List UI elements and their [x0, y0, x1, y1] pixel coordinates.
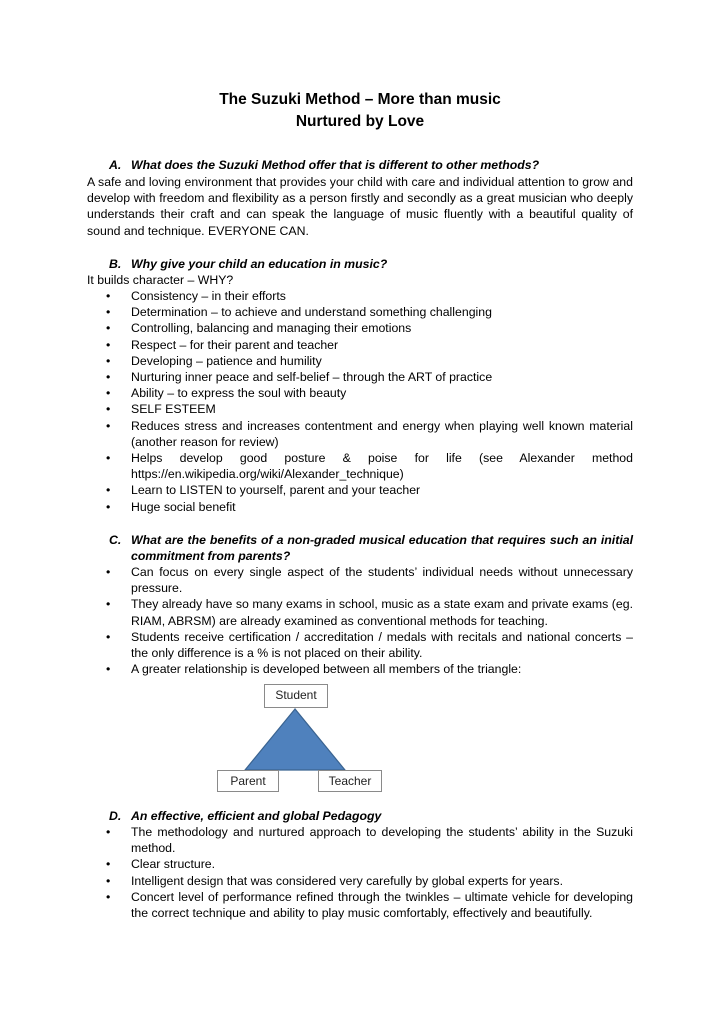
- list-item: • SELF ESTEEM: [106, 402, 216, 417]
- list-item: • Determination – to achieve and understand something challenging: [106, 305, 492, 320]
- bullet-icon: •: [106, 857, 111, 872]
- section-a-letter: A.: [109, 158, 122, 172]
- list-item: • Ability – to express the soul with beauty: [106, 386, 347, 401]
- list-item: • Controlling, balancing and managing their emotions: [106, 321, 412, 336]
- document-title: [0, 89, 720, 133]
- bullet-icon: •: [106, 565, 111, 579]
- list-item: • Clear structure.: [106, 857, 216, 872]
- triangle-diagram: [215, 684, 385, 794]
- list-item: • Consistency – in their efforts: [106, 289, 286, 303]
- section-b-intro: It builds character – WHY?: [87, 273, 234, 287]
- bullet-icon: •: [106, 289, 111, 303]
- section-b-heading-text: Why give your child an education in music?: [131, 257, 388, 271]
- section-b-letter: B.: [109, 257, 122, 271]
- bullet-icon: •: [106, 629, 111, 644]
- list-item: • Nurturing inner peace and self-belief – through the ART of practice: [106, 370, 493, 385]
- section-d-letter: D.: [109, 809, 122, 823]
- student-box: Student: [264, 684, 328, 708]
- teacher-box: Teacher: [318, 770, 382, 792]
- bullet-icon: •: [106, 418, 111, 433]
- bullet-icon: •: [106, 321, 111, 336]
- list-item: • A greater relationship is developed between all members of the triangle:: [106, 662, 522, 677]
- section-a-heading-text: What does the Suzuki Method offer that is different to other methods?: [131, 158, 540, 172]
- section-b-bullet-list: [0, 288, 633, 515]
- list-item: • The methodology and nurtured approach to developing the students’ ability in the Suzuki method.: [106, 825, 633, 856]
- list-item: • Huge social benefit: [106, 499, 236, 514]
- section-d-heading-text: An effective, efficient and global Pedagogy: [131, 809, 382, 823]
- relationship-triangle: [245, 709, 345, 770]
- bullet-icon: •: [106, 402, 111, 417]
- parent-box: Parent: [217, 770, 279, 792]
- bullet-icon: •: [106, 386, 111, 401]
- bullet-icon: •: [106, 889, 111, 904]
- section-c-letter: C.: [109, 533, 122, 547]
- bullet-icon: •: [106, 337, 111, 352]
- bullet-icon: •: [106, 873, 111, 888]
- list-item: • Students receive certification / accreditation / medals with recitals and national concerts – the only difference is a % is not placed on their ability.: [106, 629, 633, 661]
- list-item: • Reduces stress and increases contentment and energy when playing well known material (another reason for review): [106, 418, 633, 449]
- section-c-heading-text: What are the benefits of a non-graded musical education that requires such an initial commitment from parents?: [131, 533, 633, 564]
- list-item: • Respect – for their parent and teacher: [106, 337, 339, 352]
- section-c-bullet-list: [0, 564, 633, 677]
- title-line-1: The Suzuki Method – More than music: [219, 91, 501, 108]
- bullet-icon: •: [106, 825, 111, 839]
- list-item: • Helps develop good posture & poise for life (see Alexander method https://en.wikipedia.org/wiki/Alexander_technique): [106, 451, 633, 482]
- list-item: • Concert level of performance refined through the twinkles – ultimate vehicle for developing the correct technique and ability to play music comfortably, effectively and beautifully.: [106, 889, 633, 921]
- list-item: • Intelligent design that was considered very carefully by global experts for years.: [106, 873, 563, 888]
- bullet-icon: •: [106, 499, 111, 514]
- section-d-bullet-list: [0, 824, 633, 921]
- bullet-icon: •: [106, 483, 111, 498]
- bullet-icon: •: [106, 662, 111, 677]
- list-item: • Learn to LISTEN to yourself, parent and your teacher: [106, 483, 421, 498]
- list-item: • Developing – patience and humility: [106, 353, 322, 368]
- bullet-icon: •: [106, 305, 111, 320]
- list-item: • They already have so many exams in school, music as a state exam and private exams (eg. RIAM, ABRSM) are already examined as conventional methods for teaching.: [106, 597, 633, 628]
- section-a-paragraph: A safe and loving environment that provides your child with care and individual attention to grow and develop with freedom and flexibility as a person firstly and secondly as a great musician who deeply understands their craft and can speak the language of music fluently with a beautiful quality of sound and technique. EVERYONE CAN.: [87, 175, 633, 238]
- bullet-icon: •: [106, 370, 111, 385]
- bullet-icon: •: [106, 353, 111, 368]
- bullet-icon: •: [106, 451, 111, 466]
- title-line-2: Nurtured by Love: [295, 113, 425, 130]
- bullet-icon: •: [106, 597, 111, 612]
- list-item: • Can focus on every single aspect of the students’ individual needs without unnecessary pressure.: [106, 565, 633, 596]
